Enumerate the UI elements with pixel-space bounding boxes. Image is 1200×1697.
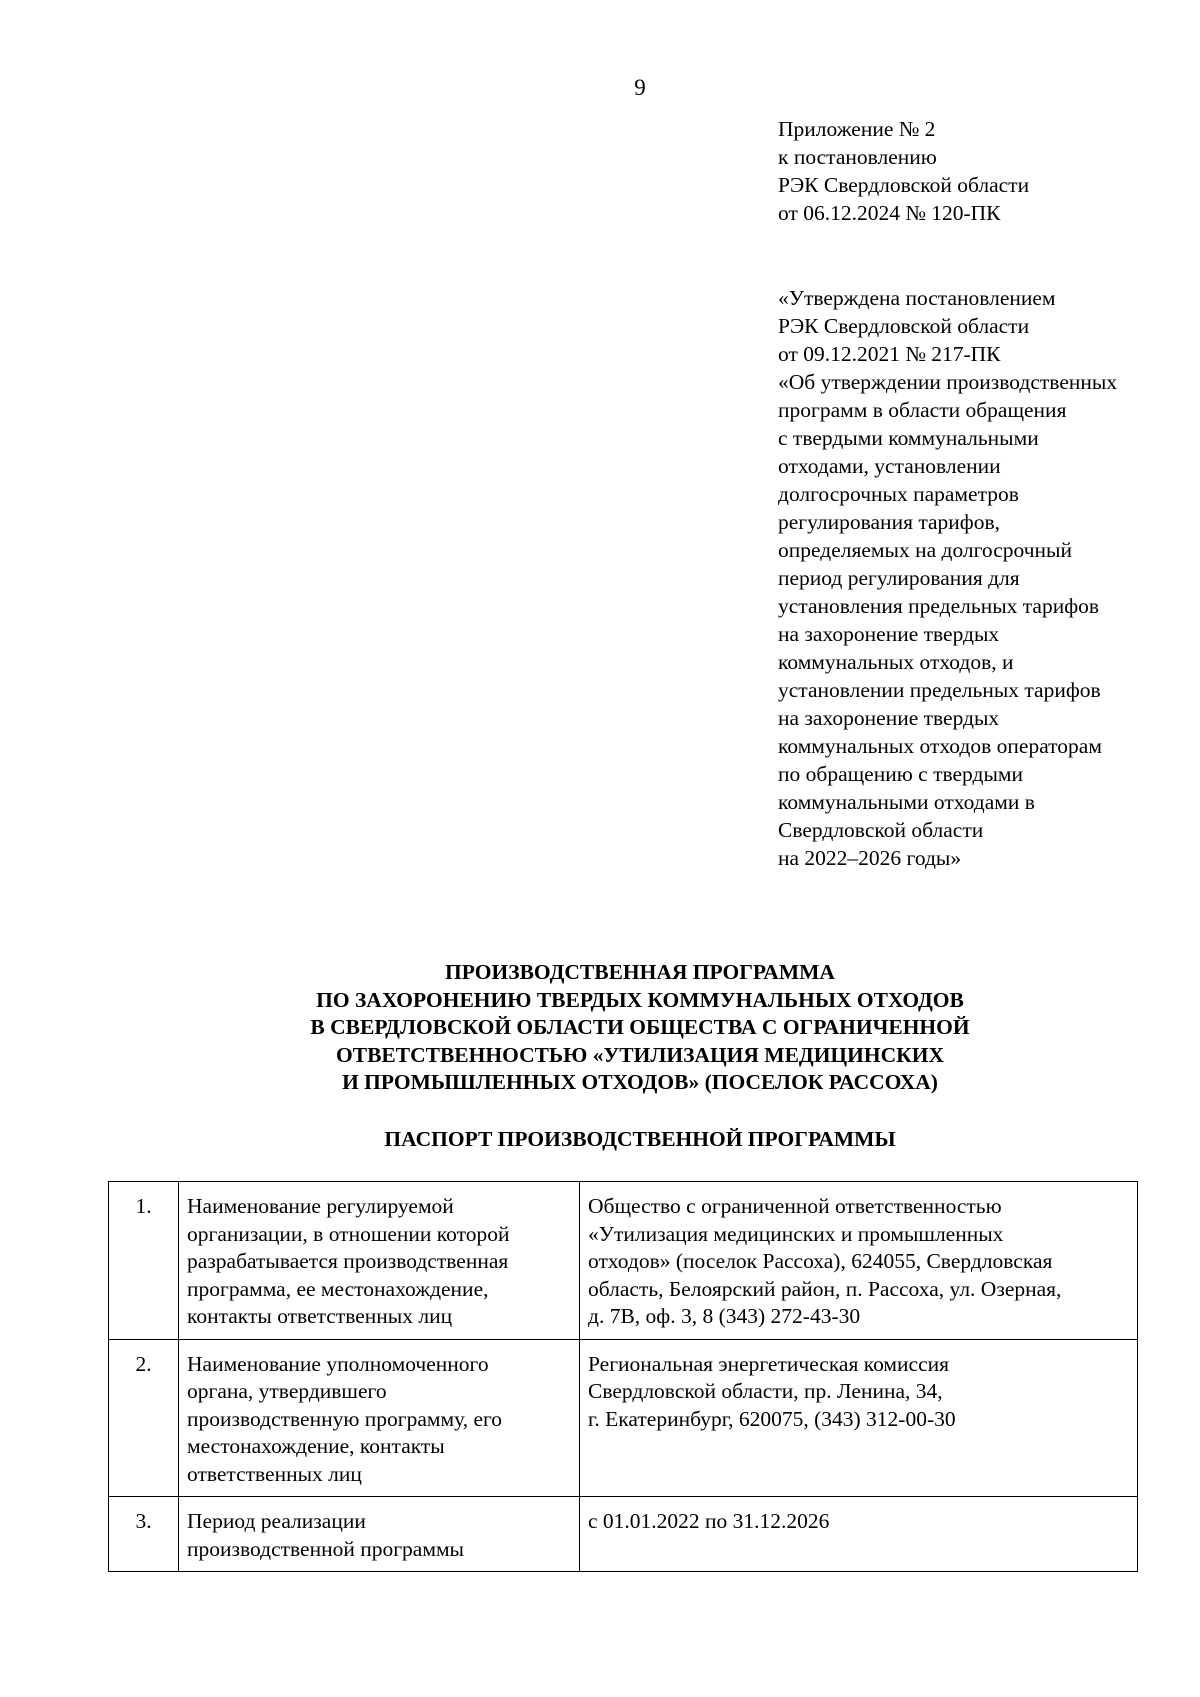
row-value-line: Общество с ограниченной ответственностью [588,1194,1002,1218]
row-number: 2. [109,1339,179,1497]
program-title-line: ОТВЕТСТВЕННОСТЬЮ «УТИЛИЗАЦИЯ МЕДИЦИНСКИХ [336,1042,944,1067]
row-label-line: местонахождение, контакты [187,1434,445,1458]
approval-line: регулирования тарифов, [778,510,1001,534]
program-title-line: ПРОИЗВОДСТВЕННАЯ ПРОГРАММА [445,960,835,984]
row-value-line: «Утилизация медицинских и промышленных [588,1221,1004,1246]
row-label-line: разрабатывается производственная [187,1249,509,1273]
table-row [109,1339,1138,1497]
approval-line: долгосрочных параметров [778,482,1019,506]
row-value-line: д. 7В, оф. 3, 8 (343) 272-43-30 [588,1304,861,1328]
table-row [109,1497,1138,1572]
appendix-block [778,115,1178,227]
row-label-line: программа, ее местонахождение, [187,1276,489,1301]
table-row [109,1182,1138,1340]
row-number: 3. [109,1497,179,1572]
row-value-line: область, Белоярский район, п. Рассоха, ул. Озерная, [588,1276,1062,1301]
row-label-line: Период реализации [187,1509,366,1533]
program-title [0,959,1200,1097]
approval-line: РЭК Свердловской области [778,314,1030,338]
page-number: 9 [634,75,646,100]
approval-line: программ в области обращения [778,398,1067,422]
approval-line: коммунальными отходами в [778,790,1035,814]
approval-line: «Утверждена постановлением [778,286,1056,310]
row-value-line: Свердловской области, пр. Ленина, 34, [588,1379,943,1403]
row-label-line: организации, в отношении которой [187,1221,510,1246]
appendix-line: к постановлению [778,145,937,169]
approval-line: на захоронение твердых [778,706,1000,730]
row-value-line: с 01.01.2022 по 31.12.2026 [588,1509,830,1533]
appendix-line: от 06.12.2024 № 120-ПК [778,201,1001,225]
row-value-line: Региональная энергетическая комиссия [588,1351,950,1376]
program-title-line: В СВЕРДЛОВСКОЙ ОБЛАСТИ ОБЩЕСТВА С ОГРАНИЧЕННОЙ [310,1015,970,1039]
row-label-line: контакты ответственных лиц [187,1304,453,1328]
approval-line: коммунальных отходов, и [778,650,1014,674]
approval-line: отходами, установлении [778,454,1001,478]
row-label [179,1339,580,1497]
row-value-line: отходов» (поселок Рассоха), 624055, Свердловская [588,1249,1053,1273]
row-value [580,1339,1138,1497]
row-number: 1. [109,1182,179,1340]
approval-line: по обращению с твердыми [778,762,1024,786]
row-label [179,1497,580,1572]
row-label-line: органа, утвердившего [187,1379,387,1403]
approval-line: на захоронение твердых [778,622,1000,646]
approval-line: период регулирования для [778,566,1020,590]
row-label [179,1182,580,1340]
row-label-line: ответственных лиц [187,1461,362,1486]
row-value-line: г. Екатеринбург, 620075, (343) 312-00-30 [588,1406,956,1431]
approval-line: определяемых на долгосрочный [778,538,1072,562]
approval-line: установлении предельных тарифов [778,678,1101,702]
row-label-line: производственную программу, его [187,1406,503,1431]
row-label-line: Наименование уполномоченного [187,1351,489,1376]
row-label-line: Наименование регулируемой [187,1194,454,1218]
appendix-line: РЭК Свердловской области [778,173,1030,197]
program-title-line: ПО ЗАХОРОНЕНИЮ ТВЕРДЫХ КОММУНАЛЬНЫХ ОТХОДОВ [316,987,964,1012]
approval-line: Свердловской области [778,818,984,842]
passport-title: ПАСПОРТ ПРОИЗВОДСТВЕННОЙ ПРОГРАММЫ [384,1127,896,1151]
approval-line: от 09.12.2021 № 217-ПК [778,342,1001,366]
approval-line: коммунальных отходов операторам [778,734,1102,758]
program-title-line: И ПРОМЫШЛЕННЫХ ОТХОДОВ» (ПОСЕЛОК РАССОХА) [342,1070,938,1094]
passport-table [108,1181,1138,1572]
row-value [580,1497,1138,1572]
appendix-line: Приложение № 2 [778,117,936,141]
row-label-line: производственной программы [187,1536,465,1561]
approval-line: установления предельных тарифов [778,594,1100,618]
approval-line: на 2022–2026 годы» [778,846,962,870]
approval-line: с твердыми коммунальными [778,426,1039,450]
approval-line: «Об утверждении производственных [778,370,1118,394]
approval-block [778,284,1188,872]
row-value [580,1182,1138,1340]
